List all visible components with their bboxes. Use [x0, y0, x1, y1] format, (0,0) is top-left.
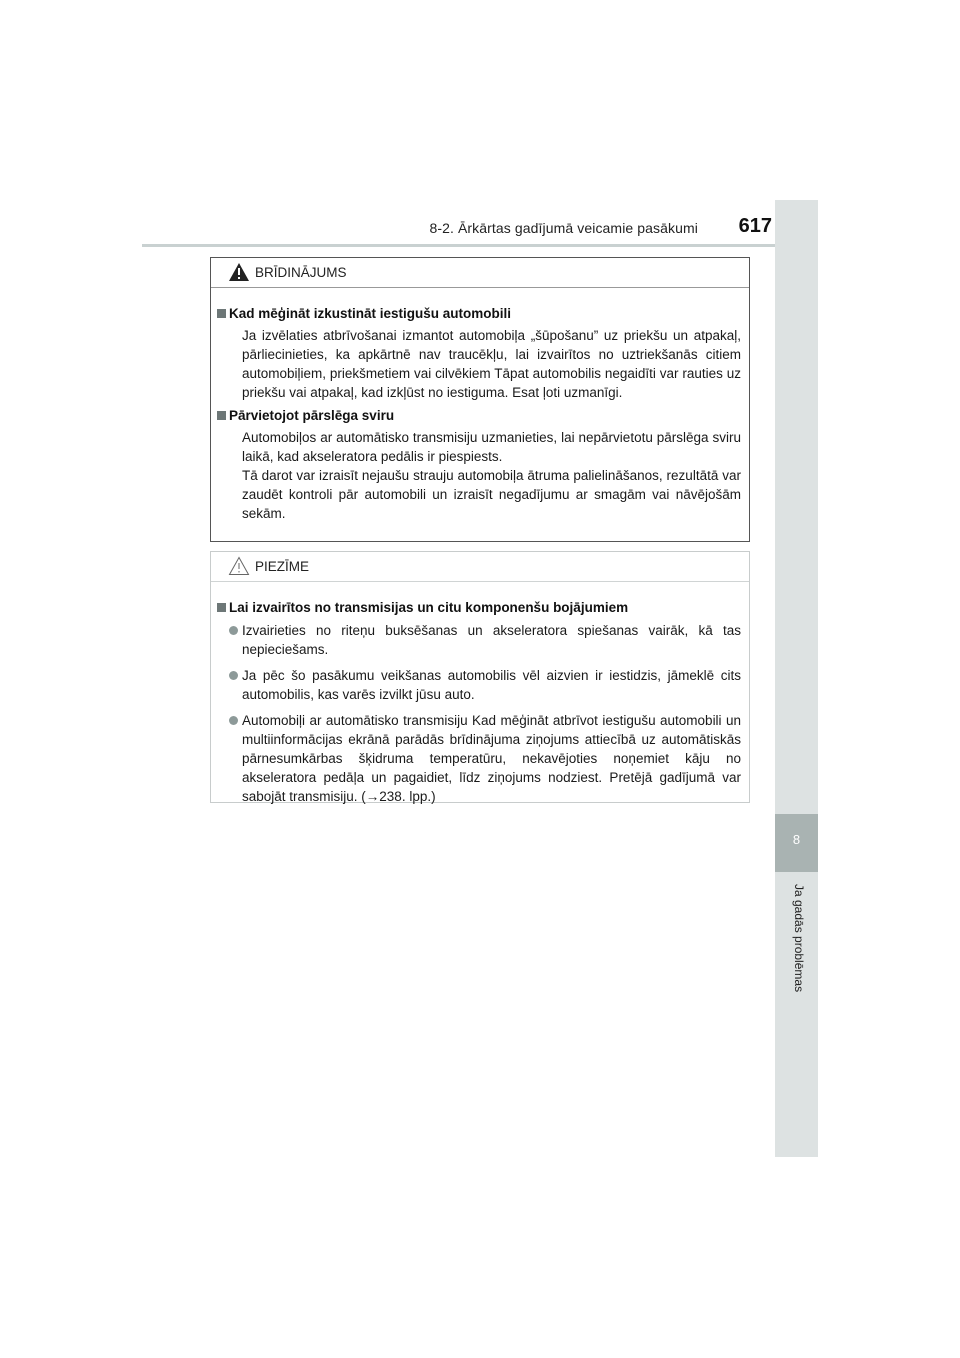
chapter-label: Ja gadās problēmas [792, 884, 806, 993]
bullet-dot-icon [229, 716, 238, 725]
warning-icon [228, 262, 250, 282]
note-bullet [217, 621, 741, 659]
section-title: 8-2. Ārkārtas gadījumā veicamie pasākumi [429, 220, 698, 236]
note-title: Lai izvairītos no transmisijas un citu komponenšu bojājumiem [217, 598, 741, 617]
page-header [142, 214, 818, 247]
warning-item-text: Automobiļos ar automātisko transmisiju uzmanieties, lai nepārvietotu pārslēga sviru laikā, kad akseleratora pedālis ir piespiests. [242, 430, 741, 464]
warning-header [211, 258, 749, 288]
page-number: 617 [738, 215, 772, 237]
chapter-number: 8 [792, 832, 801, 847]
warning-box [210, 257, 750, 542]
warning-item-text: Tā darot var izraisīt nejaušu strauju automobiļa ātruma palielināšanos, rezultātā var zaudēt kontroli pār automobili un izraisīt negadījumu ar smagām vai nāvējošām sekām. [242, 468, 741, 521]
bullet-dot-icon [229, 626, 238, 635]
note-header [211, 552, 749, 582]
note-box [210, 551, 750, 803]
note-bullet-text: Automobiļi ar automātisko transmisiju Kad mēģināt atbrīvot iestigušu automobili un multiinformācijas ekrānā parādās brīdinājuma ziņojums attiecībā uz automātiskās pārnesumkārbas šķidruma temperatūru, nekavējoties noņemiet kāju no akseleratora pedāļa un pagaidiet, līdz ziņojums nodziest. Pretējā gadījumā var sabojāt transmisiju. (→238. lpp.) [242, 713, 741, 804]
warning-label: BRĪDINĀJUMS [255, 265, 347, 280]
bullet-dot-icon [229, 671, 238, 680]
note-label: PIEZĪME [255, 559, 310, 574]
warning-item-text: Ja izvēlaties atbrīvošanai izmantot automobiļa „šūpošanu” uz priekšu un atpakaļ, pārliecinieties, ka apkārtnē nav traucēkļu, lai izvairītos no uztriekšanās citiem automobiļiem, priekšmetiem vai cilvēkiem Tāpat automobilis negaidīti var rauties uz priekšu vai atpakaļ, kad izkļūst no iestiguma. Esat ļoti uzmanīgi. [242, 328, 741, 400]
caution-icon [228, 556, 250, 576]
note-bullet-text: Izvairieties no riteņu buksēšanas un akseleratora spiešanas vairāk, kā tas nepieciešams. [242, 623, 741, 657]
note-bullet [217, 666, 741, 704]
note-bullet [217, 711, 741, 806]
warning-item-title: Pārvietojot pārslēga sviru [217, 406, 741, 425]
note-bullet-text: Ja pēc šo pasākumu veikšanas automobilis vēl aizvien ir iestidzis, jāmeklē cits automobilis, kas varēs izvilkt jūsu auto. [242, 668, 741, 702]
warning-item-title: Kad mēģināt izkustināt iestigušu automobili [217, 304, 741, 323]
